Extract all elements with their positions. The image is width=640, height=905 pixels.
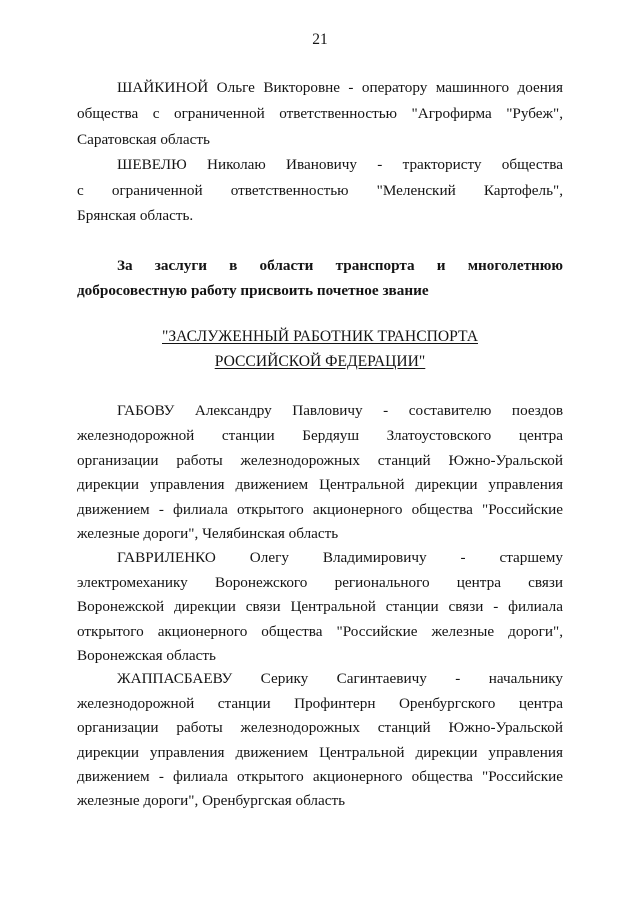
entry-line: ШЕВЕЛЮ Николаю Ивановичу - трактористу общества — [117, 156, 563, 173]
honor-title-line: "ЗАСЛУЖЕННЫЙ РАБОТНИК ТРАНСПОРТА — [162, 328, 478, 345]
entry-line: движением - филиала открытого акционерного общества "Российские — [77, 501, 563, 518]
entry-line: ШАЙКИНОЙ Ольге Викторовне - оператору машинного доения — [117, 79, 563, 96]
entry-line: Воронежская область — [77, 647, 216, 664]
entry-line: с ограниченной ответственностью "Меленский Картофель", — [77, 182, 563, 199]
entry-line: Саратовская область — [77, 131, 210, 148]
entry-line: открытого акционерного общества "Российские железные дороги", — [77, 623, 563, 640]
page-number: 21 — [312, 31, 328, 48]
entry-line: железные дороги", Оренбургская область — [77, 792, 346, 809]
decree-line: За заслуги в области транспорта и многолетнюю — [117, 257, 563, 274]
entry-line: железнодорожной станции Бердяуш Златоустовского центра — [77, 427, 563, 444]
entry-line: железные дороги", Челябинская область — [77, 525, 339, 542]
entry-line: ГАВРИЛЕНКО Олегу Владимировичу - старшему — [117, 549, 563, 566]
entry-line: движением - филиала открытого акционерного общества "Российские — [77, 768, 563, 785]
entry-line: ГАБОВУ Александру Павловичу - составителю поездов — [117, 402, 563, 419]
entry-line: дирекции управления движением Центральной дирекции управления — [77, 744, 563, 761]
entry-line: дирекции управления движением Центральной дирекции управления — [77, 476, 563, 493]
honor-title-line: РОССИЙСКОЙ ФЕДЕРАЦИИ" — [214, 353, 426, 370]
entry-line: организации работы железнодорожных станций Южно-Уральской — [77, 452, 563, 469]
decree-line: добросовестную работу присвоить почетное звание — [77, 282, 429, 299]
entry-line: Воронежской дирекции связи Центральной станции связи - филиала — [77, 598, 563, 615]
entry-line: ЖАППАСБАЕВУ Серику Сагинтаевичу - начальнику — [117, 670, 563, 687]
entry-line: организации работы железнодорожных станций Южно-Уральской — [77, 719, 563, 736]
entry-line: Брянская область. — [77, 207, 194, 224]
entry-line: общества с ограниченной ответственностью "Агрофирма "Рубеж", — [77, 105, 563, 122]
entry-line: электромеханику Воронежского регионального центра связи — [77, 574, 563, 591]
entry-line: железнодорожной станции Профинтерн Оренбургского центра — [77, 695, 563, 712]
